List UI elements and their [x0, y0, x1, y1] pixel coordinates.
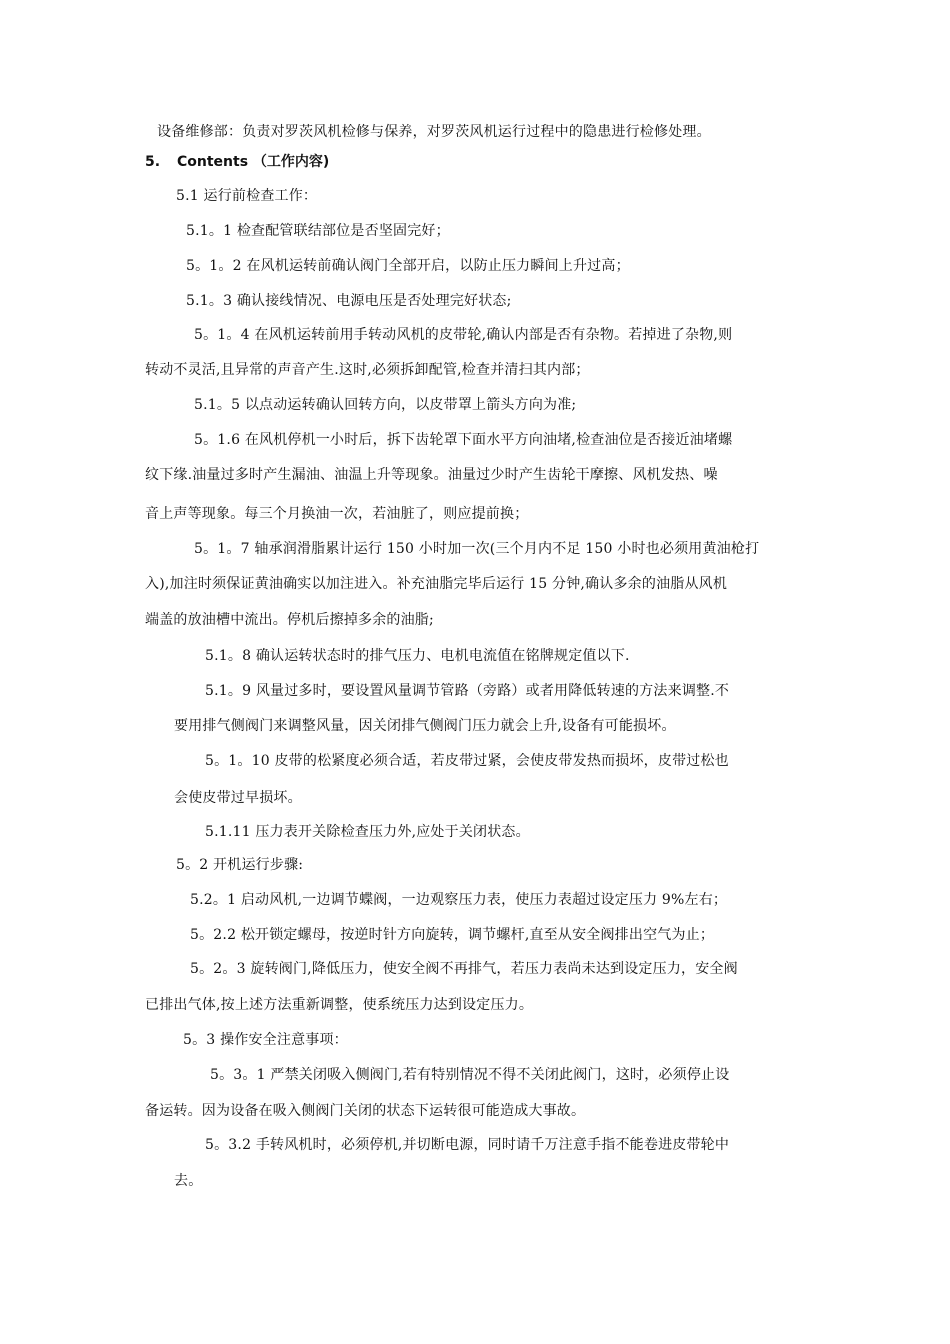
- subsection-title-5-2: 5。2 开机运行步骤:: [176, 857, 304, 873]
- item-5-2-1: 5.2。1 启动风机,一边调节蝶阀，一边观察压力表，使压力表超过设定压力 9%左右；: [190, 892, 728, 908]
- item-5-1-2: 5。1。2 在风机运转前确认阀门全部开启，以防止压力瞬间上升过高；: [186, 258, 630, 274]
- item-5-1-4-line-2: 转动不灵活,且异常的声音产生.这时,必须拆卸配管,检查并清扫其内部；: [145, 362, 590, 378]
- item-5-1-9-line-1: 5.1。9 风量过多时，要设置风量调节管路（旁路）或者用降低转速的方法来调整.不: [205, 683, 730, 699]
- subsection-title-5-3: 5。3 操作安全注意事项：: [183, 1032, 348, 1048]
- item-5-1-6-line-1: 5。1.6 在风机停机一小时后，拆下齿轮罩下面水平方向油堵,检查油位是否接近油堵螺: [194, 432, 733, 448]
- section-title: Contents （工作内容): [177, 154, 330, 170]
- item-5-1-9-line-2: 要用排气侧阀门来调整风量，因关闭排气侧阀门压力就会上升,设备有可能损坏。: [174, 718, 676, 734]
- item-5-3-1-line-1: 5。3。1 严禁关闭吸入侧阀门,若有特别情况不得不关闭此阀门，这时，必须停止设: [210, 1067, 730, 1083]
- item-5-1-8: 5.1。8 确认运转状态时的排气压力、电机电流值在铭牌规定值以下.: [205, 648, 630, 664]
- item-5-1-6-line-2: 纹下缘.油量过多时产生漏油、油温上升等现象。油量过少时产生齿轮干摩擦、风机发热、噪: [145, 467, 718, 483]
- item-5-1-7-line-2: 入),加注时须保证黄油确实以加注进入。补充油脂完毕后运行 15 分钟,确认多余的油脂从风机: [145, 576, 728, 592]
- item-5-1-7-line-1: 5。1。7 轴承润滑脂累计运行 150 小时加一次(三个月内不足 150 小时也必须用黄油枪打: [194, 541, 760, 557]
- item-5-2-2: 5。2.2 松开锁定螺母，按逆时针方向旋转，调节螺杆,直至从安全阀排出空气为止；: [190, 927, 715, 943]
- item-5-1-11: 5.1.11 压力表开关除检查压力外,应处于关闭状态。: [205, 824, 530, 840]
- intro-paragraph: 设备维修部：负责对罗茨风机检修与保养，对罗茨风机运行过程中的隐患进行检修处理。: [157, 124, 711, 140]
- item-5-1-10-line-2: 会使皮带过早损坏。: [174, 790, 302, 806]
- item-5-1-5: 5.1。5 以点动运转确认回转方向，以皮带罩上箭头方向为准;: [194, 397, 577, 413]
- section-number: 5.: [145, 154, 161, 170]
- item-5-2-3-line-2: 已排出气体,按上述方法重新调整，使系统压力达到设定压力。: [145, 997, 534, 1013]
- item-5-1-3: 5.1。3 确认接线情况、电源电压是否处理完好状态;: [186, 293, 512, 309]
- item-5-3-2-line-1: 5。3.2 手转风机时，必须停机,并切断电源，同时请千万注意手指不能卷进皮带轮中: [205, 1137, 730, 1153]
- item-5-1-1: 5.1。1 检查配管联结部位是否坚固完好；: [186, 223, 450, 239]
- item-5-1-4-line-1: 5。1。4 在风机运转前用手转动风机的皮带轮,确认内部是否有杂物。若掉进了杂物,则: [194, 327, 733, 343]
- item-5-3-2-line-2: 去。: [174, 1173, 203, 1189]
- item-5-1-7-line-3: 端盖的放油槽中流出。停机后擦掉多余的油脂;: [145, 612, 434, 628]
- item-5-3-1-line-2: 备运转。因为设备在吸入侧阀门关闭的状态下运转很可能造成大事故。: [145, 1103, 586, 1119]
- item-5-1-6-line-3: 音上声等现象。每三个月换油一次，若油脏了，则应提前换；: [145, 506, 529, 522]
- section-heading: [145, 152, 329, 172]
- item-5-1-10-line-1: 5。1。10 皮带的松紧度必须合适，若皮带过紧，会使皮带发热而损坏，皮带过松也: [205, 753, 729, 769]
- subsection-title-5-1: 5.1 运行前检查工作：: [176, 188, 318, 204]
- item-5-2-3-line-1: 5。2。3 旋转阀门,降低压力，使安全阀不再排气，若压力表尚未达到设定压力，安全阀: [190, 961, 738, 977]
